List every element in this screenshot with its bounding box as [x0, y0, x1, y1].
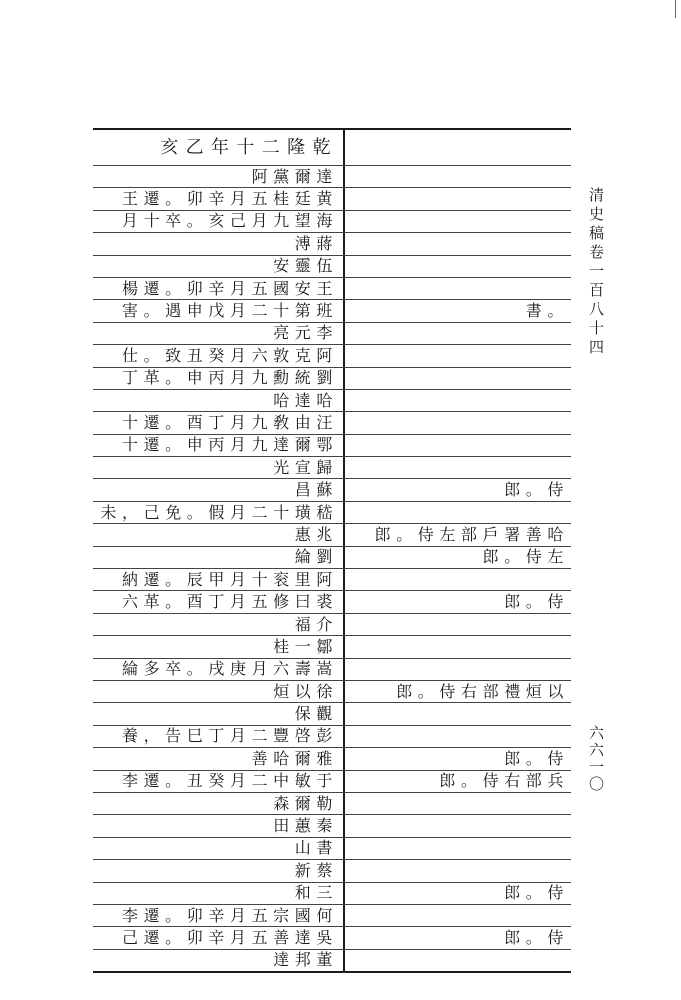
- column-divider: [343, 345, 345, 366]
- table-row: [93, 524, 571, 546]
- right-column-cell: 郎。侍: [504, 748, 569, 768]
- right-column-cell: [348, 950, 569, 971]
- table-row: [93, 390, 571, 412]
- right-column-cell: 郎。侍左部戶署善哈: [374, 524, 569, 544]
- left-column-cell: 養，告巳丁月二豐啓彭: [121, 726, 338, 746]
- table-row: [93, 547, 571, 569]
- table-row: [93, 905, 571, 927]
- table-row: [93, 614, 571, 636]
- column-divider: [343, 547, 345, 568]
- left-column-cell: 綸多卒。戌庚月六壽嵩: [121, 659, 338, 679]
- column-divider: [343, 300, 345, 321]
- left-column-cell: 楊遷。卯辛月五國安王: [121, 278, 338, 298]
- right-column-cell: [348, 211, 569, 232]
- right-column-cell: [348, 233, 569, 254]
- right-column-cell: 郎。侍: [504, 927, 569, 947]
- table-row: [93, 860, 571, 882]
- right-column-cell: [348, 614, 569, 635]
- left-column-cell: 福介: [294, 614, 338, 634]
- table-row: [93, 412, 571, 434]
- left-column-cell: 達邦董: [273, 950, 338, 970]
- left-column-cell: 未，己免。假月二十璜嵇: [100, 502, 338, 522]
- table-row: [93, 256, 571, 278]
- left-column-cell: 惠兆: [294, 524, 338, 544]
- right-column-cell: [348, 838, 569, 859]
- officials-table: [93, 128, 571, 973]
- right-column-cell: 郎。侍: [504, 883, 569, 903]
- column-divider: [343, 838, 345, 859]
- left-column-cell: 綸劉: [294, 547, 338, 567]
- right-column-cell: [348, 412, 569, 433]
- right-column-cell: [348, 569, 569, 590]
- right-column-cell: [348, 815, 569, 836]
- left-column-cell: 安靈伍: [273, 256, 338, 276]
- left-column-cell: 王遷。卯辛月五桂廷黄: [121, 189, 338, 209]
- right-column-cell: [348, 905, 569, 926]
- right-column-cell: [348, 130, 569, 165]
- right-column-cell: 郎。侍左: [482, 547, 569, 567]
- right-column-cell: [348, 659, 569, 680]
- column-divider: [343, 278, 345, 299]
- table-row: [93, 278, 571, 300]
- right-column-cell: 郎。侍右部禮烜以: [396, 681, 569, 701]
- column-divider: [343, 524, 345, 545]
- table-row: [93, 726, 571, 748]
- right-column-cell: [348, 636, 569, 657]
- left-column-cell: 光宣歸: [273, 457, 338, 477]
- left-column-cell: 月十卒。亥己月九望海: [121, 211, 338, 231]
- table-row: [93, 591, 571, 613]
- margin-page-number: 六六一〇: [587, 725, 605, 793]
- table-row: [93, 166, 571, 188]
- right-column-cell: [348, 502, 569, 523]
- column-divider: [343, 860, 345, 881]
- table-row: [93, 368, 571, 390]
- left-column-cell: 六革。酉丁月五修曰裘: [121, 592, 338, 612]
- column-divider: [343, 435, 345, 456]
- left-column-cell: 丁革。申丙月九勳統劉: [121, 368, 338, 388]
- table-row: [93, 793, 571, 815]
- column-divider: [343, 591, 345, 612]
- column-divider: [343, 211, 345, 232]
- left-column-cell: 李遷。卯辛月五宗國何: [121, 905, 338, 925]
- left-column-cell: 桂一鄒: [273, 636, 338, 656]
- left-column-cell: 十遷。酉丁月九敎由汪: [121, 412, 338, 432]
- column-divider: [343, 479, 345, 500]
- column-divider: [343, 323, 345, 344]
- left-column-cell: 納遷。辰甲月十衮里阿: [121, 569, 338, 589]
- right-column-cell: 郎。侍: [504, 480, 569, 500]
- column-divider: [343, 905, 345, 926]
- right-column-cell: [348, 726, 569, 747]
- right-column-cell: [348, 457, 569, 478]
- table-row: [93, 435, 571, 457]
- column-divider: [343, 457, 345, 478]
- table-row: [93, 233, 571, 255]
- right-column-cell: [348, 860, 569, 881]
- right-column-cell: [348, 368, 569, 389]
- right-column-cell: [348, 323, 569, 344]
- left-column-cell: 阿黨爾達: [251, 166, 338, 186]
- right-column-cell: 郎。侍右部兵: [439, 771, 569, 791]
- right-column-cell: [348, 345, 569, 366]
- left-column-cell: 烜以徐: [273, 681, 338, 701]
- table-row: [93, 188, 571, 210]
- table-row: [93, 300, 571, 322]
- column-divider: [343, 815, 345, 836]
- column-divider: [343, 502, 345, 523]
- table-row: [93, 569, 571, 591]
- table-row: [93, 502, 571, 524]
- left-column-cell: 李遷。丑癸月二中敏于: [121, 771, 338, 791]
- left-column-cell: 亮元李: [273, 323, 338, 343]
- column-divider: [343, 412, 345, 433]
- left-column-cell: 十遷。申丙月九達爾鄂: [121, 435, 338, 455]
- left-column-cell: 溥蔣: [294, 233, 338, 253]
- right-column-cell: [348, 390, 569, 411]
- table-row: [93, 211, 571, 233]
- left-column-cell: 昌蘇: [294, 480, 338, 500]
- left-column-cell: 仕。致丑癸月六敦克阿: [121, 345, 338, 365]
- left-column-cell: 森爾勒: [273, 793, 338, 813]
- table-row: [93, 950, 571, 971]
- table-row: [93, 345, 571, 367]
- column-divider: [343, 927, 345, 948]
- right-column-cell: [348, 793, 569, 814]
- table-row: [93, 681, 571, 703]
- column-divider: [343, 233, 345, 254]
- right-column-cell: [348, 256, 569, 277]
- right-column-cell: [348, 166, 569, 187]
- column-divider: [343, 188, 345, 209]
- right-column-cell: [348, 278, 569, 299]
- table-header-row: [93, 130, 571, 166]
- column-divider: [343, 390, 345, 411]
- column-divider: [343, 614, 345, 635]
- table-row: [93, 883, 571, 905]
- left-column-cell: 保觀: [294, 704, 338, 724]
- top-edge-rule: [675, 0, 676, 18]
- table-row: [93, 815, 571, 837]
- table-row: [93, 323, 571, 345]
- column-divider: [343, 703, 345, 724]
- right-column-cell: [348, 188, 569, 209]
- table-row: [93, 748, 571, 770]
- left-column-cell: 新蔡: [294, 860, 338, 880]
- left-column-cell: 和三: [294, 883, 338, 903]
- table-row: [93, 636, 571, 658]
- right-column-cell: 郎。侍: [504, 592, 569, 612]
- column-divider: [343, 569, 345, 590]
- right-column-cell: [348, 703, 569, 724]
- column-divider: [343, 636, 345, 657]
- table-row: [93, 457, 571, 479]
- column-divider: [343, 771, 345, 792]
- left-column-cell: 山書: [294, 838, 338, 858]
- left-column-cell: 哈達哈: [273, 390, 338, 410]
- left-column-cell: 善哈爾雅: [251, 748, 338, 768]
- column-divider: [343, 130, 345, 165]
- column-divider: [343, 256, 345, 277]
- table-row: [93, 838, 571, 860]
- margin-running-title: 清史稿卷一百八十四: [587, 187, 605, 358]
- column-divider: [343, 726, 345, 747]
- table-row: [93, 659, 571, 681]
- column-divider: [343, 659, 345, 680]
- column-divider: [343, 883, 345, 904]
- right-column-cell: 書。: [525, 301, 569, 321]
- left-column-cell: 害。遇申戊月二十第班: [121, 301, 338, 321]
- column-divider: [343, 368, 345, 389]
- table-row: [93, 771, 571, 793]
- column-divider: [343, 681, 345, 702]
- table-row: [93, 927, 571, 949]
- column-divider: [343, 748, 345, 769]
- column-divider: [343, 166, 345, 187]
- column-divider: [343, 950, 345, 971]
- table-row: [93, 479, 571, 501]
- left-column-cell: 田蕙秦: [273, 816, 338, 836]
- table-row: [93, 703, 571, 725]
- column-divider: [343, 793, 345, 814]
- left-column-cell: 己遷。卯辛月五善達吳: [121, 927, 338, 947]
- right-column-cell: [348, 435, 569, 456]
- left-column-cell: 亥乙年十二隆乾: [160, 136, 338, 158]
